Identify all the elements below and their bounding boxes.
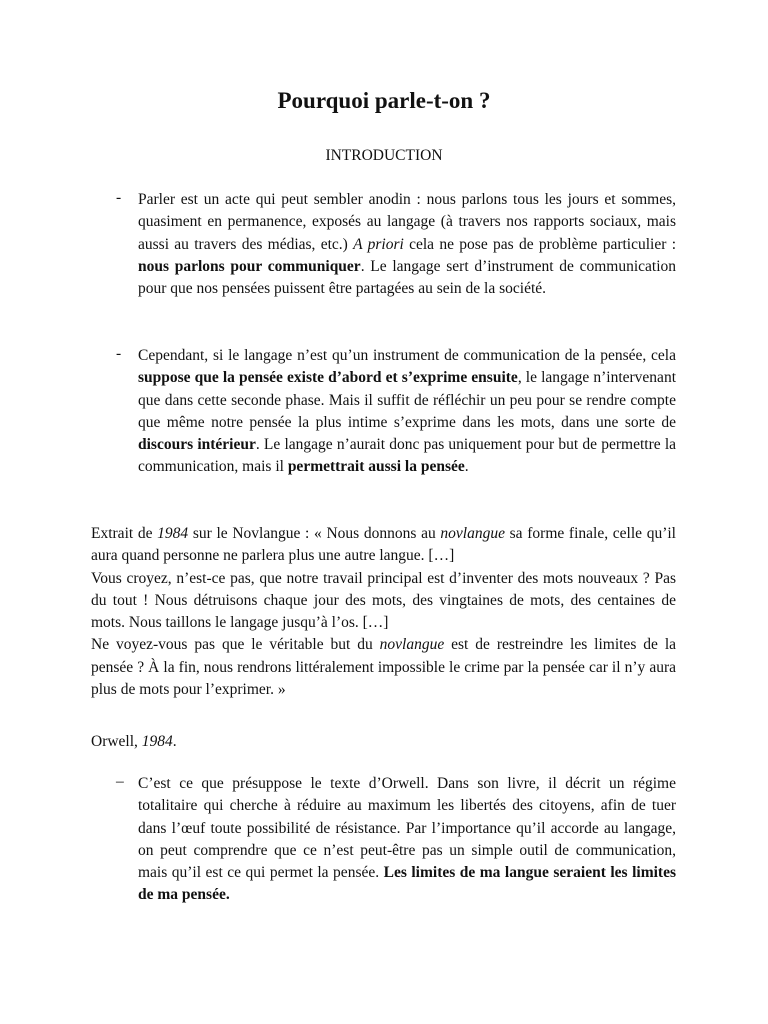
italic-run: novlangue (379, 636, 445, 654)
bold-run: nous parlons pour communiquer (138, 257, 361, 275)
text-run: . Le langage n’aurait donc pas uniquement pour but de permettre la communication, mais il (138, 436, 677, 476)
bullet-dash: – (116, 773, 124, 790)
text-run: Parler est un acte qui peut sembler anodin : nous parlons tous les jours et sommes, quasiment en permanence, exposés au langage (à travers nos rapports sociaux, mais aussi au travers des médias, etc.) (138, 191, 676, 253)
section-heading: INTRODUCTION (325, 147, 443, 164)
source-work: 1984 (141, 733, 173, 750)
text-run: . (464, 458, 469, 476)
bold-run: permettrait aussi la pensée (287, 458, 465, 476)
bold-run: discours intérieur (138, 436, 256, 454)
text-run: cela ne pose pas de problème particulier : (403, 235, 677, 253)
page-title: Pourquoi parle-t-on ? (277, 88, 491, 113)
quote-source (91, 731, 676, 753)
bold-run: suppose que la pensée existe d’abord et s’exprime ensuite (138, 369, 518, 387)
italic-run: A priori (353, 235, 404, 253)
text-run: Cependant, si le langage n’est qu’un instrument de communication de la pensée, cela (138, 347, 676, 364)
text-run: . Le langage sert d’instrument de communication pour que nos pensées puissent être partagées au sein de la société. (138, 257, 677, 298)
text-run: sa forme finale, celle qu’il aura quand personne ne parlera plus une autre langue. […] (91, 525, 676, 565)
italic-run: 1984 (157, 525, 189, 542)
bullet-text (138, 189, 676, 300)
quote-paragraph (91, 523, 676, 701)
bullet-text (138, 345, 676, 479)
text-run: Ne voyez-vous pas que le véritable but du (91, 636, 380, 654)
quote-line-2: Vous croyez, n’est-ce pas, que notre travail principal est d’inventer des mots nouveaux ? Pas du tout ! Nous détruisons chaque jour des mots, des vingtaines de mots, des centaines de mots. Nous taillons le langage jusqu’à l’os. […] (91, 569, 676, 632)
bold-run: Les limites de ma langue seraient les limites de ma pensée. (138, 864, 676, 904)
bullet-dash: - (116, 345, 122, 362)
text-run: . (172, 733, 177, 750)
text-run: C’est ce que présuppose le texte d’Orwell. Dans son livre, il décrit un régime totalitaire qui cherche à réduire au maximum les libertés des citoyens, afin de tuer dans l’œuf toute possibilité de résistance. Par l’importance qu’il accorde au langage, on peut comprendre que ce n’est peut-être pas un simple outil de communication, mais qu’il est ce qui permet la pensée. (138, 775, 676, 882)
bullet-text (138, 773, 676, 907)
source-author: Orwell, (91, 733, 142, 750)
quote-line-1 (91, 523, 676, 568)
bullet-dash: - (116, 189, 122, 206)
italic-run: novlangue (440, 525, 505, 542)
text-run: est de restreindre les limites de la pensée ? À la fin, nous rendrons littéralement impossible le crime par la pensée car il n’y aura plus de mots pour l’exprimer. » (91, 636, 677, 699)
text-run: , le langage n’intervenant que dans cette seconde phase. Mais il suffit de réfléchir un peu pour se rendre compte que même notre pensée la plus intime s’exprime dans les mots, dans une sorte de (138, 369, 676, 431)
text-run: sur le Novlangue : « Nous donnons au (188, 525, 441, 542)
text-run: Extrait de (91, 525, 158, 542)
quote-line-3 (91, 634, 676, 701)
